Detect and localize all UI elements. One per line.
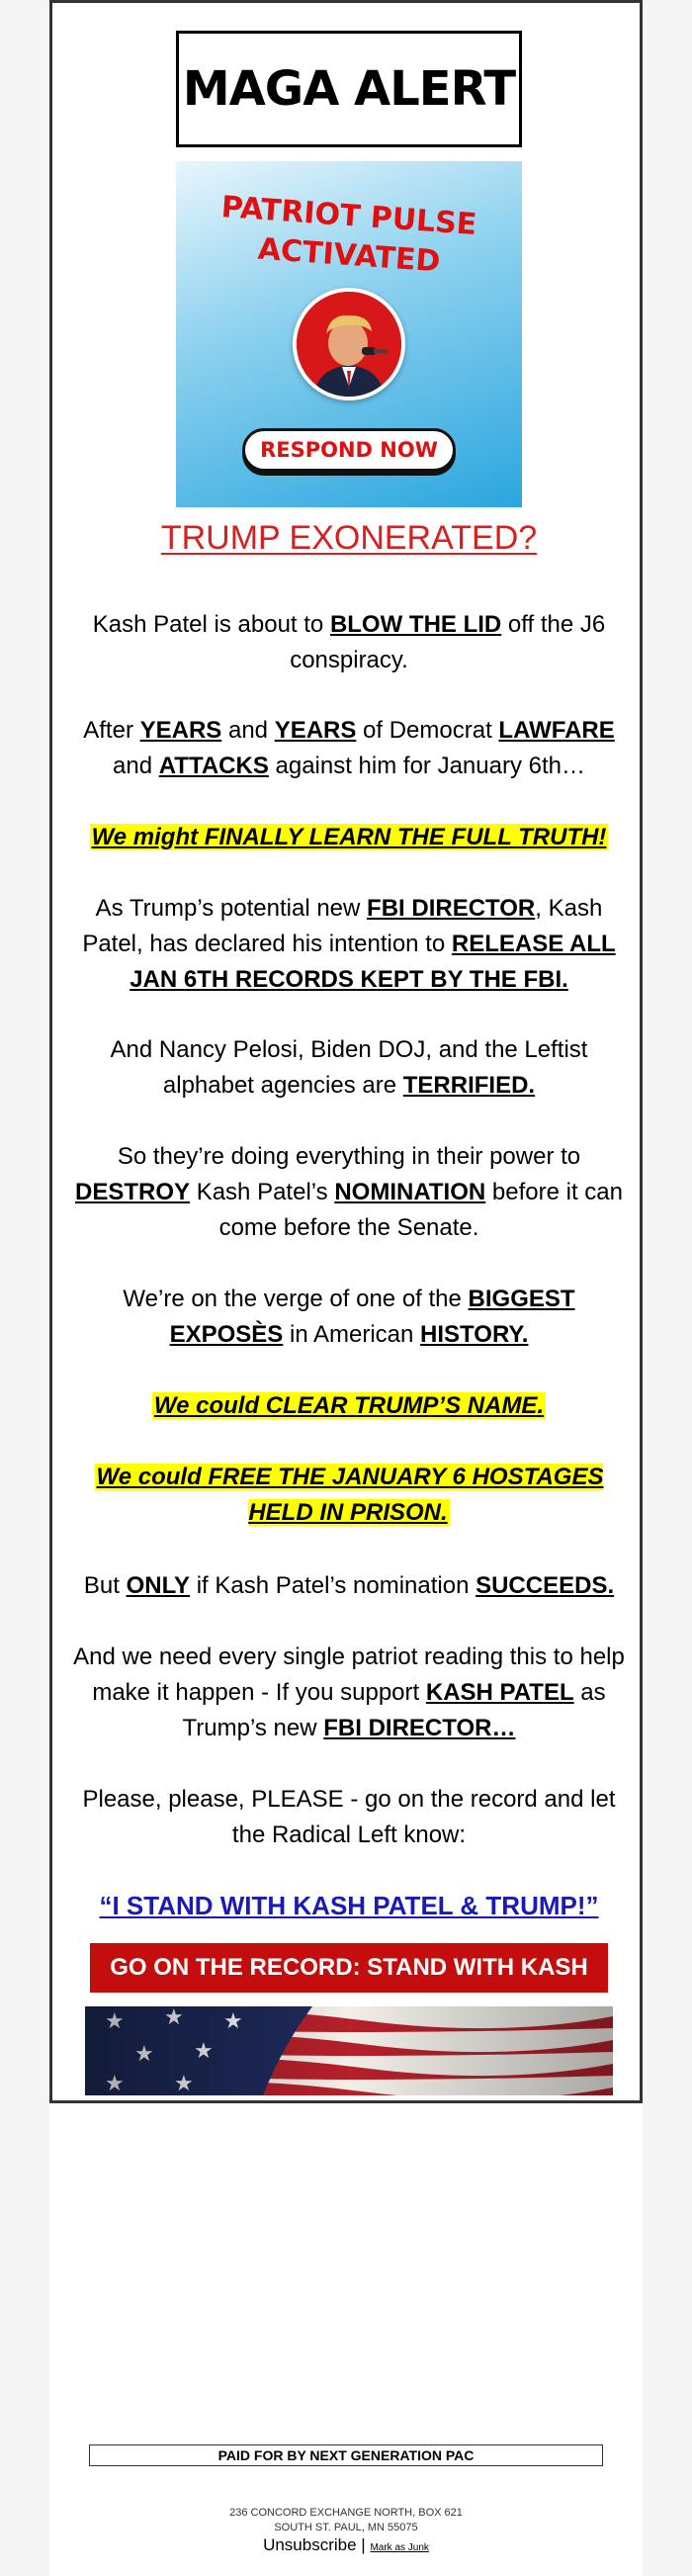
paragraph-10: But ONLY if Kash Patel’s nomination SUCCEEDS.	[83, 1572, 615, 1599]
address-line-1: 236 CONCORD EXCHANGE NORTH, BOX 621	[229, 2507, 463, 2519]
paragraph-11: And we need every single patriot reading this to help make it happen - If you support KASH PATEL as Trump’s new FBI DIRECTOR…	[73, 1643, 625, 1741]
patriot-pulse-banner[interactable]	[176, 161, 522, 507]
unsubscribe-link[interactable]: Unsubscribe	[263, 2535, 357, 2554]
paragraph-4: As Trump’s potential new FBI DIRECTOR, Kash Patel, has declared his intention to RELEASE ALL JAN 6TH RECORDS KEPT BY THE FBI.	[82, 895, 616, 993]
paragraph-2: After YEARS and YEARS of Democrat LAWFARE and ATTACKS against him for January 6th…	[83, 717, 615, 779]
go-on-record-button[interactable]: GO ON THE RECORD: STAND WITH KASH	[90, 1943, 608, 1993]
header-box	[176, 31, 522, 147]
footer-separator: |	[361, 2535, 366, 2554]
paragraph-9-highlight: We could FREE THE JANUARY 6 HOSTAGES HELD IN PRISON.	[96, 1464, 604, 1526]
header-title: MAGA ALERT	[182, 61, 516, 117]
address-line-2: SOUTH ST. PAUL, MN 55075	[274, 2522, 418, 2533]
paragraph-12: Please, please, PLEASE - go on the record and let the Radical Left know:	[82, 1786, 616, 1848]
mark-as-junk-link[interactable]: Mark as Junk	[370, 2542, 429, 2553]
headline: TRUMP EXONERATED?	[160, 519, 538, 557]
paragraph-3-highlight: We might FINALLY LEARN THE FULL TRUTH!	[91, 824, 607, 850]
banner-title-line1: PATRIOT PULSE	[219, 190, 478, 242]
paragraph-5: And Nancy Pelosi, Biden DOJ, and the Leftist alphabet agencies are TERRIFIED.	[110, 1036, 588, 1099]
footer-links	[49, 2535, 643, 2555]
paid-for-disclaimer: PAID FOR BY NEXT GENERATION PAC	[89, 2444, 603, 2466]
paragraph-6: So they’re doing everything in their power to DESTROY Kash Patel’s NOMINATION before it can come before the Senate.	[75, 1143, 623, 1241]
paragraph-1: Kash Patel is about to BLOW THE LID off the J6 conspiracy.	[92, 611, 606, 673]
trump-portrait	[293, 288, 405, 400]
email-card	[49, 0, 643, 2103]
american-flag-image	[85, 2006, 613, 2095]
stand-with-link[interactable]: “I STAND WITH KASH PATEL & TRUMP!”	[99, 1891, 599, 1920]
respond-now-button[interactable]: RESPOND NOW	[242, 428, 456, 472]
email-body	[49, 0, 643, 2576]
paragraph-8-highlight: We could CLEAR TRUMP’S NAME.	[153, 1392, 545, 1419]
paragraph-7: We’re on the verge of one of the BIGGEST EXPOSÈS in American HISTORY.	[123, 1286, 575, 1348]
banner-title-line2: ACTIVATED	[256, 231, 442, 280]
